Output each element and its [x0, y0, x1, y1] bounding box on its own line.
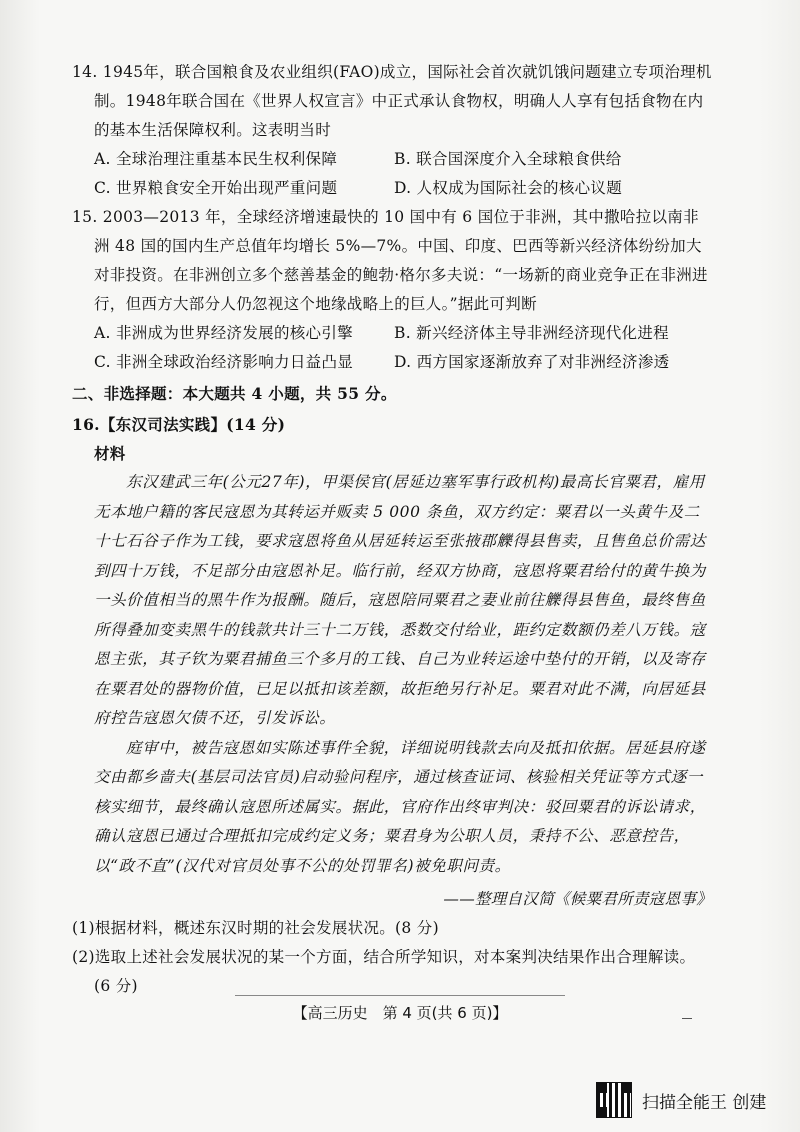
question-16-title: 16.【东汉司法实践】(14 分) — [72, 415, 286, 434]
sub-question-1: (1)根据材料，概述东汉时期的社会发展状况。(8 分) — [72, 919, 439, 937]
sub-question-2: (2)选取上述社会发展状况的某一个方面，结合所学知识，对本案判决结果作出合理解读。 — [72, 948, 696, 966]
sub-question-2-score: (6 分) — [94, 977, 138, 995]
page-footer: 【高三历史 第 4 页(共 6 页)】 — [292, 1004, 508, 1022]
qr-code-icon — [596, 1082, 632, 1118]
option-b: B. 新兴经济体主导非洲经济现代化进程 — [394, 324, 669, 342]
option-b: B. 联合国深度介入全球粮食供给 — [394, 150, 622, 168]
section-heading: 二、非选择题：本大题共 4 小题，共 55 分。 — [72, 384, 397, 403]
watermark-text: 扫描全能王 创建 — [642, 1092, 767, 1113]
question-15-options — [72, 319, 712, 377]
footer-rule — [235, 995, 565, 996]
question-14-options — [72, 145, 712, 203]
material-paragraph-2: 庭审中，被告寇恩如实陈述事件全貌，详细说明钱款去向及抵扣依据。居延县府遂交由都乡啬夫(基层司法官员)启动验问程序，通过核查证词、核验相关凭证等方式逐一核实细节，最终确认寇恩所述属实。据此，官府作出终审判决：驳回粟君的诉讼请求，确认寇恩已通过合理抵扣完成约定义务；粟君身为公职人员，秉持不公、恶意控告，以“政不直”(汉代对官员处事不公的处罚罪名)被免职问责。 — [94, 738, 706, 875]
question-15 — [72, 203, 712, 377]
option-d: D. 人权成为国际社会的核心议题 — [394, 179, 623, 197]
material-label: 材料 — [94, 444, 126, 463]
option-d: D. 西方国家逐渐放弃了对非洲经济渗透 — [394, 353, 670, 371]
option-a: A. 非洲成为世界经济发展的核心引擎 — [94, 324, 353, 342]
scanner-watermark — [596, 1082, 766, 1118]
option-c: C. 非洲全球政治经济影响力日益凸显 — [94, 353, 354, 371]
question-14-stem: 14. 1945年，联合国粮食及农业组织(FAO)成立，国际社会首次就饥饿问题建立专项治理机制。1948年联合国在《世界人权宣言》中正式承认食物权，明确人人享有包括食物在内的基本生活保障权利。这表明当时 — [72, 63, 712, 139]
option-c: C. 世界粮食安全开始出现严重问题 — [94, 179, 338, 197]
material-paragraph-1: 东汉建武三年(公元27年)，甲渠侯官(居延边塞军事行政机构)最高长官粟君，雇用无本地户籍的客民寇恩为其转运并贩卖 5 000 条鱼，双方约定：粟君以一头黄牛及二十七石谷子作为工钱，要求寇恩将鱼从居延转运至张掖郡觻得县售卖，且售鱼总价需达到四十万钱，不足部分由寇恩补足。临行前，经双方协商，寇恩将粟君给付的黄牛换为一头价值相当的黑牛作为报酬。随后，寇恩陪同粟君之妻业前往觻得县售鱼，最终售鱼所得叠加变卖黑牛的钱款共计三十二万钱，悉数交付给业，距约定数额仍差八万钱。寇恩主张，其子钦为粟君捕鱼三个多月的工钱、自己为业转运途中垫付的开销，以及寄存在粟君处的器物价值，已足以抵扣该差额，故拒绝另行补足。粟君对此不满，向居延县府控告寇恩欠债不还，引发诉讼。 — [94, 473, 706, 727]
material-source: ——整理自汉简《候粟君所责寇恩事》 — [443, 890, 712, 908]
option-a: A. 全球治理注重基本民生权利保障 — [94, 150, 338, 168]
page-content — [72, 58, 712, 1001]
scan-mark — [682, 1018, 692, 1019]
question-15-stem: 15. 2003—2013 年，全球经济增速最快的 10 国中有 6 国位于非洲，其中撒哈拉以南非洲 48 国的国内生产总值年均增长 5%—7%。中国、印度、巴西等新兴经济体纷纷加大对非投资。在非洲创立多个慈善基金的鲍勃·格尔多夫说：“一场新的商业竞争正在非洲进行，但西方大部分人仍忽视这个地缘战略上的巨人。”据此可判断 — [72, 208, 708, 313]
question-14 — [72, 58, 712, 203]
